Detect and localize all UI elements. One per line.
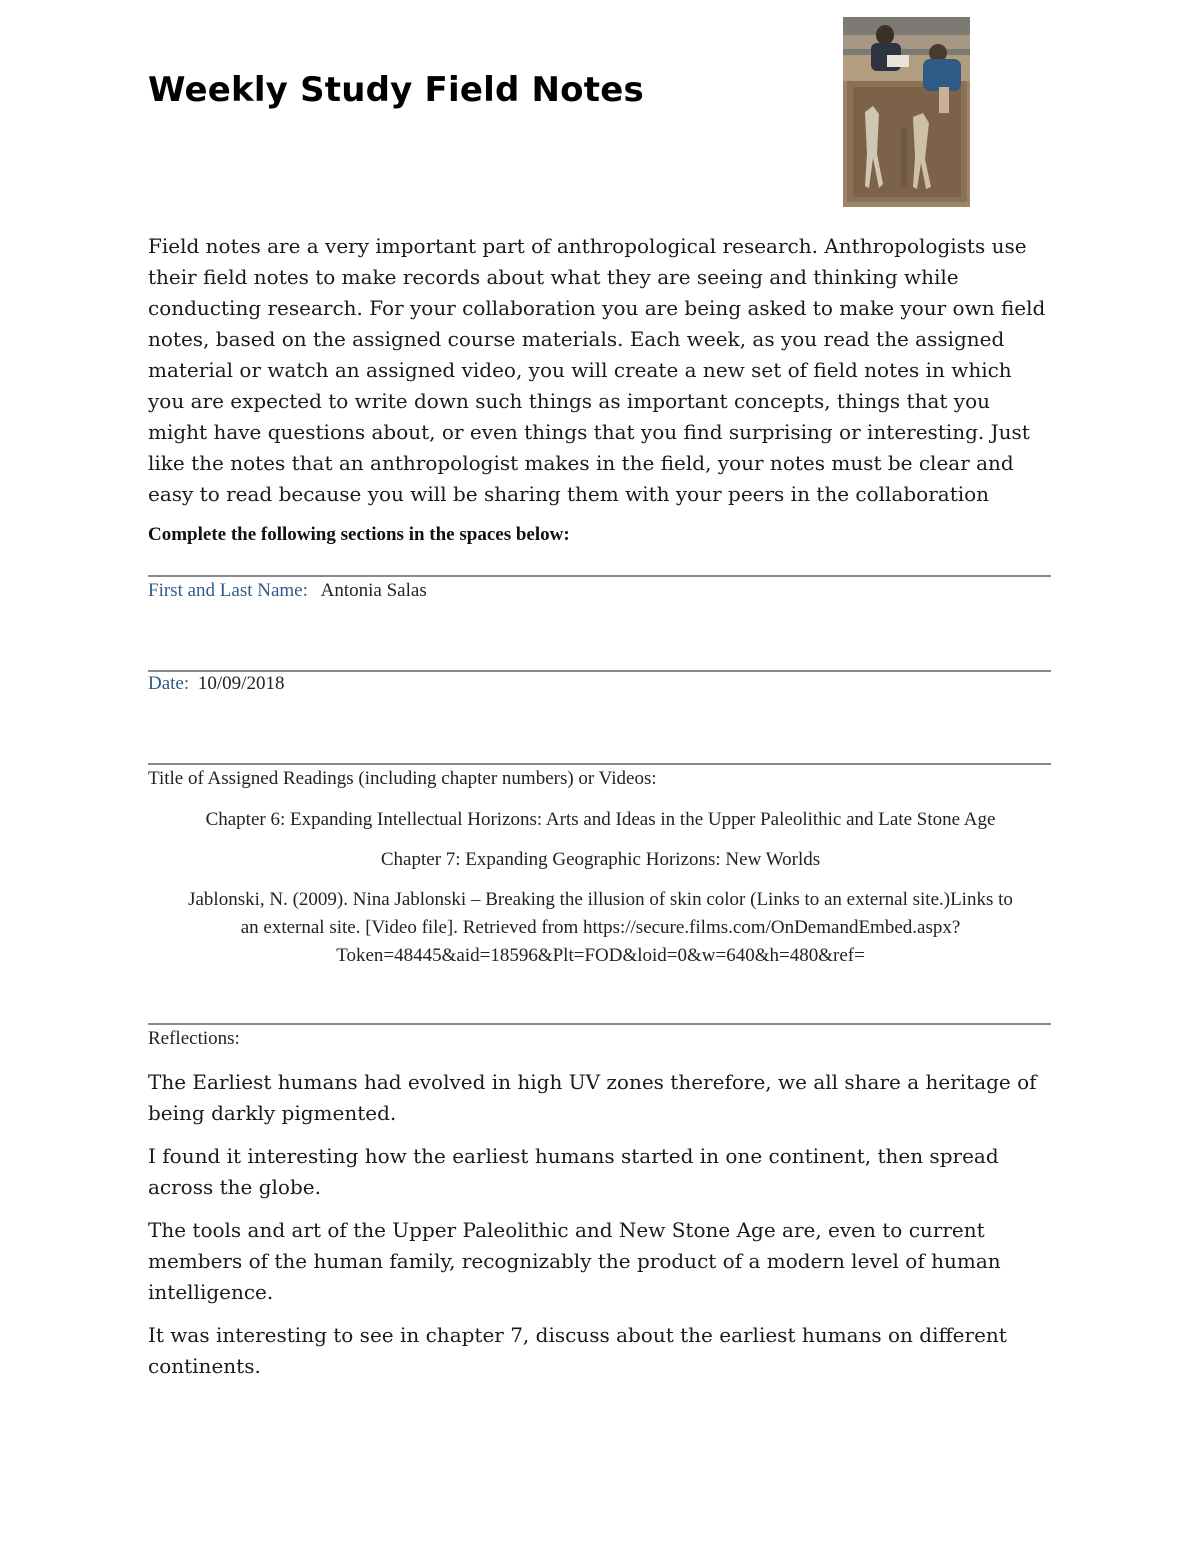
instructions-heading: Complete the following sections in the spaces below: xyxy=(148,524,570,545)
reflections-label: Reflections: xyxy=(148,1028,240,1049)
excavation-photo xyxy=(843,17,970,207)
readings-label: Title of Assigned Readings (including chapter numbers) or Videos: xyxy=(148,768,657,789)
reflection-item: The Earliest humans had evolved in high UV zones therefore, we all share a heritage of being darkly pigmented. xyxy=(148,1070,1037,1125)
reading-item: Jablonski, N. (2009). Nina Jablonski – Breaking the illusion of skin color (Links to an external site.)Links to an external site. [Video file]. Retrieved from https://secure.films.com/OnDemandEmbed.aspx?Token=48445&aid=18596&Plt=FOD&loid=0&w=640&h=480&ref= xyxy=(188,889,1013,966)
reflection-item: I found it interesting how the earliest humans started in one continent, then spread across the globe. xyxy=(148,1144,999,1199)
section-divider xyxy=(148,670,1051,672)
date-value: 10/09/2018 xyxy=(197,673,285,694)
reading-item: Chapter 6: Expanding Intellectual Horizons: Arts and Ideas in the Upper Paleolithic and Late Stone Age xyxy=(205,809,996,830)
section-divider xyxy=(148,575,1051,577)
page-title: Weekly Study Field Notes xyxy=(148,70,644,110)
name-field xyxy=(148,580,427,602)
section-divider xyxy=(148,1023,1051,1025)
date-label: Date: xyxy=(148,673,190,694)
reflections-list xyxy=(148,1067,1053,1394)
name-label: First and Last Name: xyxy=(148,580,308,601)
reading-item: Chapter 7: Expanding Geographic Horizons: New Worlds xyxy=(380,849,821,870)
reflection-item: It was interesting to see in chapter 7, discuss about the earliest humans on different continents. xyxy=(148,1323,1007,1378)
readings-list xyxy=(148,806,1053,970)
intro-paragraph: Field notes are a very important part of anthropological research. Anthropologists use their field notes to make records about what they are seeing and thinking while conducting research. For your collaboration you are being asked to make your own field notes, based on the assigned course materials. Each week, as you read the assigned material or watch an assigned video, you will create a new set of field notes in which you are expected to write down such things as important concepts, things that you might have questions about, or even things that you find surprising or interesting. Just like the notes that an anthropologist makes in the field, your notes must be clear and easy to read because you will be sharing them with your peers in the collaboration xyxy=(148,234,1046,506)
section-divider xyxy=(148,763,1051,765)
reflection-item: The tools and art of the Upper Paleolithic and New Stone Age are, even to current members of the human family, recognizably the product of a modern level of human intelligence. xyxy=(148,1218,1001,1304)
date-field xyxy=(148,673,284,695)
name-value: Antonia Salas xyxy=(320,580,427,601)
